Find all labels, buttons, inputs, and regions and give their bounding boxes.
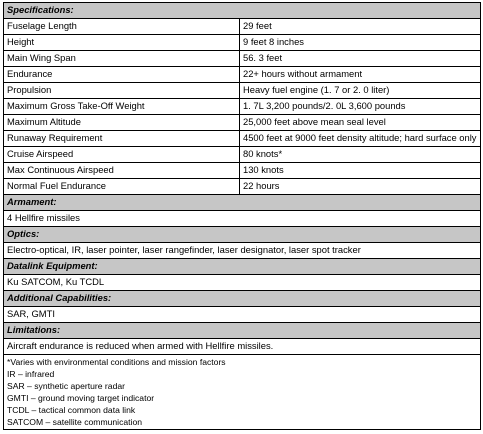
footnote-line: SAR – synthetic aperture radar [7,381,125,391]
table-row [4,179,481,195]
spec-value: 4500 feet at 9000 feet density altitude; hard surface only [240,131,481,147]
table-row [4,147,481,163]
spec-value: 29 feet [240,19,481,35]
spec-value: 1. 7L 3,200 pounds/2. 0L 3,600 pounds [240,99,481,115]
table-row [4,339,481,355]
spec-label: Main Wing Span [4,51,240,67]
armament-text: 4 Hellfire missiles [4,211,481,227]
spec-value: 80 knots* [240,147,481,163]
section-header-capabilities: Additional Capabilities: [4,291,481,307]
footnote-line: IR – infrared [7,369,55,379]
table-row [4,19,481,35]
footnote-line: *Varies with environmental conditions and mission factors [7,357,226,367]
spec-value: 130 knots [240,163,481,179]
section-header-datalink: Datalink Equipment: [4,259,481,275]
section-header-optics: Optics: [4,227,481,243]
spec-label: Normal Fuel Endurance [4,179,240,195]
table-row [4,99,481,115]
capabilities-text: SAR, GMTI [4,307,481,323]
section-header-row [4,291,481,307]
spec-label: Maximum Gross Take-Off Weight [4,99,240,115]
section-header-row [4,323,481,339]
table-row [4,243,481,259]
footnotes [4,355,481,430]
spec-label: Cruise Airspeed [4,147,240,163]
spec-value: 9 feet 8 inches [240,35,481,51]
spec-label: Max Continuous Airspeed [4,163,240,179]
section-header-specifications: Specifications: [4,3,481,19]
spec-value: Heavy fuel engine (1. 7 or 2. 0 liter) [240,83,481,99]
footnote-line: SATCOM – satellite communication [7,417,142,427]
table-row [4,307,481,323]
table-row [4,275,481,291]
section-header-limitations: Limitations: [4,323,481,339]
section-header-row [4,227,481,243]
spec-value: 56. 3 feet [240,51,481,67]
section-header-row [4,259,481,275]
spec-label: Propulsion [4,83,240,99]
section-header-row [4,195,481,211]
spec-label: Endurance [4,67,240,83]
footnote-line: TCDL – tactical common data link [7,405,136,415]
spec-label: Maximum Altitude [4,115,240,131]
spec-label: Height [4,35,240,51]
table-body [4,3,481,430]
optics-text: Electro-optical, IR, laser pointer, laser rangefinder, laser designator, laser spot tracker [4,243,481,259]
spec-value: 22 hours [240,179,481,195]
spec-label: Fuselage Length [4,19,240,35]
section-header-armament: Armament: [4,195,481,211]
footnote-line: GMTI – ground moving target indicator [7,393,155,403]
table-row [4,35,481,51]
table-row [4,115,481,131]
notes-row [4,355,481,430]
table-row [4,131,481,147]
table-row [4,211,481,227]
table-row [4,83,481,99]
table-row [4,51,481,67]
table-row [4,67,481,83]
table-row [4,163,481,179]
spec-value: 25,000 feet above mean seal level [240,115,481,131]
limitations-text: Aircraft endurance is reduced when armed with Hellfire missiles. [4,339,481,355]
section-header-row [4,3,481,19]
specifications-table [3,2,481,430]
spec-value: 22+ hours without armament [240,67,481,83]
datalink-text: Ku SATCOM, Ku TCDL [4,275,481,291]
spec-label: Runaway Requirement [4,131,240,147]
